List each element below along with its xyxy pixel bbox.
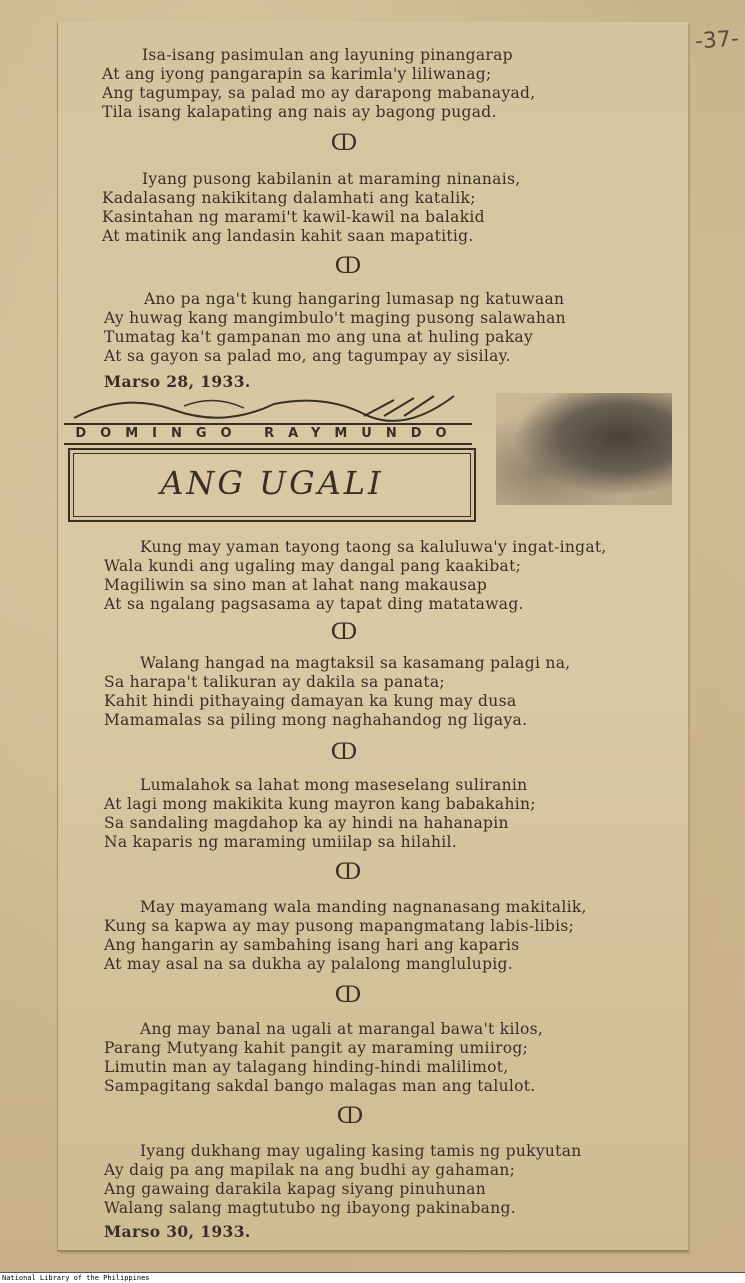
verse-line: At may asal na sa dukha ay palalong manglulupig. <box>104 955 513 973</box>
ornament-icon: ↀ <box>330 620 358 645</box>
archive-credit: National Library of the Philippines <box>0 1273 745 1283</box>
ornament-icon: ↀ <box>336 1104 364 1129</box>
verse-line: Ay huwag kang mangimbulo't maging pusong salawahan <box>104 309 566 327</box>
ornament-icon: ↀ <box>330 740 358 765</box>
verse-line: Ang gawaing darakila kapag siyang pinuhunan <box>104 1180 487 1198</box>
verse-line: Ay daig pa ang mapilak na ang budhi ay gahaman; <box>104 1161 516 1179</box>
author-portrait <box>496 393 672 505</box>
verse-line: Ang hangarin ay sambahing isang hari ang kaparis <box>104 936 520 954</box>
verse-line: Kung may yaman tayong taong sa kaluluwa'y ingat-ingat, <box>140 538 607 556</box>
verse-line: Kahit hindi pithayaing damayan ka kung may dusa <box>104 692 517 710</box>
verse-line: Limutin man ay talagang hinding-hindi malilimot, <box>104 1058 509 1076</box>
verse-line: Walang hangad na magtaksil sa kasamang palagi na, <box>140 654 571 672</box>
poem1-stanza-3 <box>104 290 664 366</box>
ornament-icon: ↀ <box>334 983 362 1008</box>
poem1-date: Marso 28, 1933. <box>104 372 251 391</box>
verse-line: Na kaparis ng maraming umiilap sa hilahil. <box>104 833 458 851</box>
verse-line: Ang may banal na ugali at marangal bawa't kilos, <box>140 1020 544 1038</box>
poem1-stanza-1 <box>102 46 662 122</box>
header-flourish-icon <box>64 390 474 424</box>
verse-line: Mamamalas sa piling mong naghahandog ng ligaya. <box>104 711 528 729</box>
poem2-stanza-4 <box>104 898 664 974</box>
poem2-stanza-6 <box>104 1142 664 1218</box>
verse-line: Iyang pusong kabilanin at maraming ninanais, <box>142 170 521 188</box>
author-name: DOMINGO RAYMUNDO <box>64 423 472 445</box>
verse-line: At matinik ang landasin kahit saan mapatitig. <box>102 227 474 245</box>
verse-line: May mayamang wala manding nagnanasang makitalik, <box>140 898 587 916</box>
poem-title: ANG UGALI <box>160 464 384 502</box>
verse-line: Ano pa nga't kung hangaring lumasap ng katuwaan <box>144 290 565 308</box>
verse-line: Parang Mutyang kahit pangit ay maraming umiirog; <box>104 1039 529 1057</box>
verse-line: Kadalasang nakikitang dalamhati ang katalik; <box>102 189 476 207</box>
ornament-icon: ↀ <box>334 860 362 885</box>
verse-line: Lumalahok sa lahat mong maseselang suliranin <box>140 776 528 794</box>
ornament-icon: ↀ <box>330 131 358 156</box>
page-number: -37- <box>694 26 740 55</box>
verse-line: Ang tagumpay, sa palad mo ay darapong mabanayad, <box>102 84 536 102</box>
title-box <box>68 448 476 522</box>
verse-line: Kung sa kapwa ay may pusong mapangmatang labis-libis; <box>104 917 575 935</box>
verse-line: At lagi mong makikita kung mayron kang babakahin; <box>104 795 536 813</box>
verse-line: At sa gayon sa palad mo, ang tagumpay ay sisilay. <box>104 347 511 365</box>
poem2-stanza-1 <box>104 538 664 614</box>
verse-line: Tila isang kalapating ang nais ay bagong pugad. <box>102 103 497 121</box>
verse-line: Magiliwin sa sino man at lahat nang makausap <box>104 576 488 594</box>
verse-line: At ang iyong pangarapin sa karimla'y liliwanag; <box>102 65 492 83</box>
verse-line: Walang salang magtutubo ng ibayong pakinabang. <box>104 1199 516 1217</box>
poem2-stanza-2 <box>104 654 664 730</box>
ornament-icon: ↀ <box>334 254 362 279</box>
verse-line: Kasintahan ng marami't kawil-kawil na balakid <box>102 208 485 226</box>
verse-line: Sa harapa't talikuran ay dakila sa panata; <box>104 673 445 691</box>
poem2-stanza-3 <box>104 776 664 852</box>
verse-line: Sampagitang sakdal bango malagas man ang talulot. <box>104 1077 536 1095</box>
verse-line: Iyang dukhang may ugaling kasing tamis ng pukyutan <box>140 1142 582 1160</box>
poem2-date: Marso 30, 1933. <box>104 1222 251 1241</box>
verse-line: Wala kundi ang ugaling may dangal pang kaakibat; <box>104 557 522 575</box>
verse-line: At sa ngalang pagsasama ay tapat ding matatawag. <box>104 595 524 613</box>
poem1-stanza-2 <box>102 170 662 246</box>
verse-line: Isa-isang pasimulan ang layuning pinangarap <box>142 46 513 64</box>
verse-line: Sa sandaling magdahop ka ay hindi na hahanapin <box>104 814 509 832</box>
verse-line: Tumatag ka't gampanan mo ang una at huling pakay <box>104 328 534 346</box>
poem2-stanza-5 <box>104 1020 664 1096</box>
